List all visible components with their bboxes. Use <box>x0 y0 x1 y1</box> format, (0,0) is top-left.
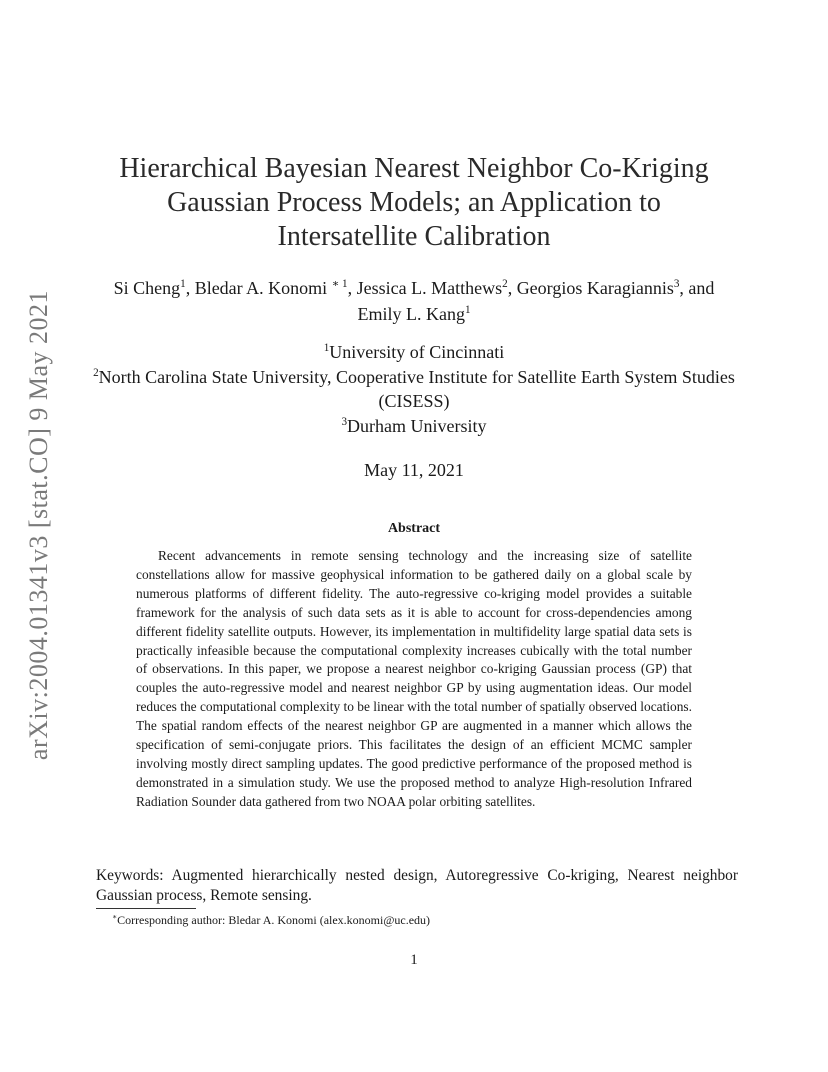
author-name: Bledar A. Konomi <box>194 278 328 298</box>
author-list <box>110 275 718 327</box>
footnote <box>112 912 430 928</box>
footnote-mark: ∗ <box>112 912 118 921</box>
author-name: Emily L. Kang <box>357 304 465 324</box>
author-affil-mark: 3 <box>673 278 680 290</box>
author-name: Si Cheng <box>113 278 181 298</box>
affiliation-list <box>90 340 738 438</box>
author-affil-mark: ∗ 1 <box>331 278 348 290</box>
author-name: Jessica L. Matthews <box>356 278 503 298</box>
footnote-text: Corresponding author: Bledar A. Konomi (alex.konomi@uc.edu) <box>117 913 431 927</box>
keywords: Keywords: Augmented hierarchically nested design, Autoregressive Co-kriging, Nearest neighbor Gaussian process, Remote sensing. <box>96 867 738 904</box>
title-line: Hierarchical Bayesian Nearest Neighbor Co-Kriging <box>119 153 709 184</box>
affiliation: $^1$University of Cincinnati <box>323 342 505 362</box>
arxiv-sidebar-stamp <box>22 283 56 767</box>
author-line: Si Cheng$^1$, Bledar A. Konomi $^{∗ 1}$, Jessica L. Matthews$^2$, Georgios Karagiannis$^3$, and Emily L. Kang$^1$ <box>113 278 715 324</box>
author-name: Georgios Karagiannis <box>516 278 674 298</box>
page-number: 1 <box>410 952 418 968</box>
affiliation: $^3$Durham University <box>341 415 487 436</box>
author-affil-mark: 2 <box>502 278 508 290</box>
arxiv-identifier: arXiv:2004.01341v3 [stat.CO] 9 May 2021 <box>24 289 53 761</box>
title-line: Intersatellite Calibration <box>277 221 551 252</box>
author-affil-mark: 1 <box>464 304 471 316</box>
author-affil-mark: 1 <box>180 278 186 290</box>
paper-date: May 11, 2021 <box>364 460 464 480</box>
footnote-divider <box>96 908 196 909</box>
abstract-body: Recent advancements in remote sensing technology and the increasing size of satellite constellations allow for massive geophysical information to be gathered daily on a global scale by numerous platforms of different fidelity. The auto-regressive co-kriging model provides a suitable framework for the analysis of such data sets as it is able to account for cross-dependencies among different fidelity satellite outputs. However, its implementation in multifidelity large spatial data sets is practically infeasible because the computational complexity increases cubically with the total number of observations. In this paper, we propose a nearest neighbor co-kriging Gaussian process (GP) that couples the auto-regressive model and nearest neighbor GP by using augmentation ideas. Our model reduces the computational complexity to be linear with the total number of spatially observed locations. The spatial random effects of the nearest neighbor GP are augmented in a manner which allows the specification of semi-conjugate priors. This facilitates the design of an efficient MCMC sampler involving mostly direct sampling updates. The good predictive performance of the proposed method is demonstrated in a simulation study. We use the proposed method to analyze High-resolution Infrared Radiation Sounder data gathered from two NOAA polar orbiting satellites. <box>136 548 692 809</box>
affiliation: $^2$North Carolina State University, Cooperative Institute for Satellite Earth System Studies (CISESS) <box>93 366 735 411</box>
paper-title <box>100 152 728 254</box>
title-line: Gaussian Process Models; an Application to <box>167 187 661 218</box>
abstract-heading: Abstract <box>387 521 441 536</box>
